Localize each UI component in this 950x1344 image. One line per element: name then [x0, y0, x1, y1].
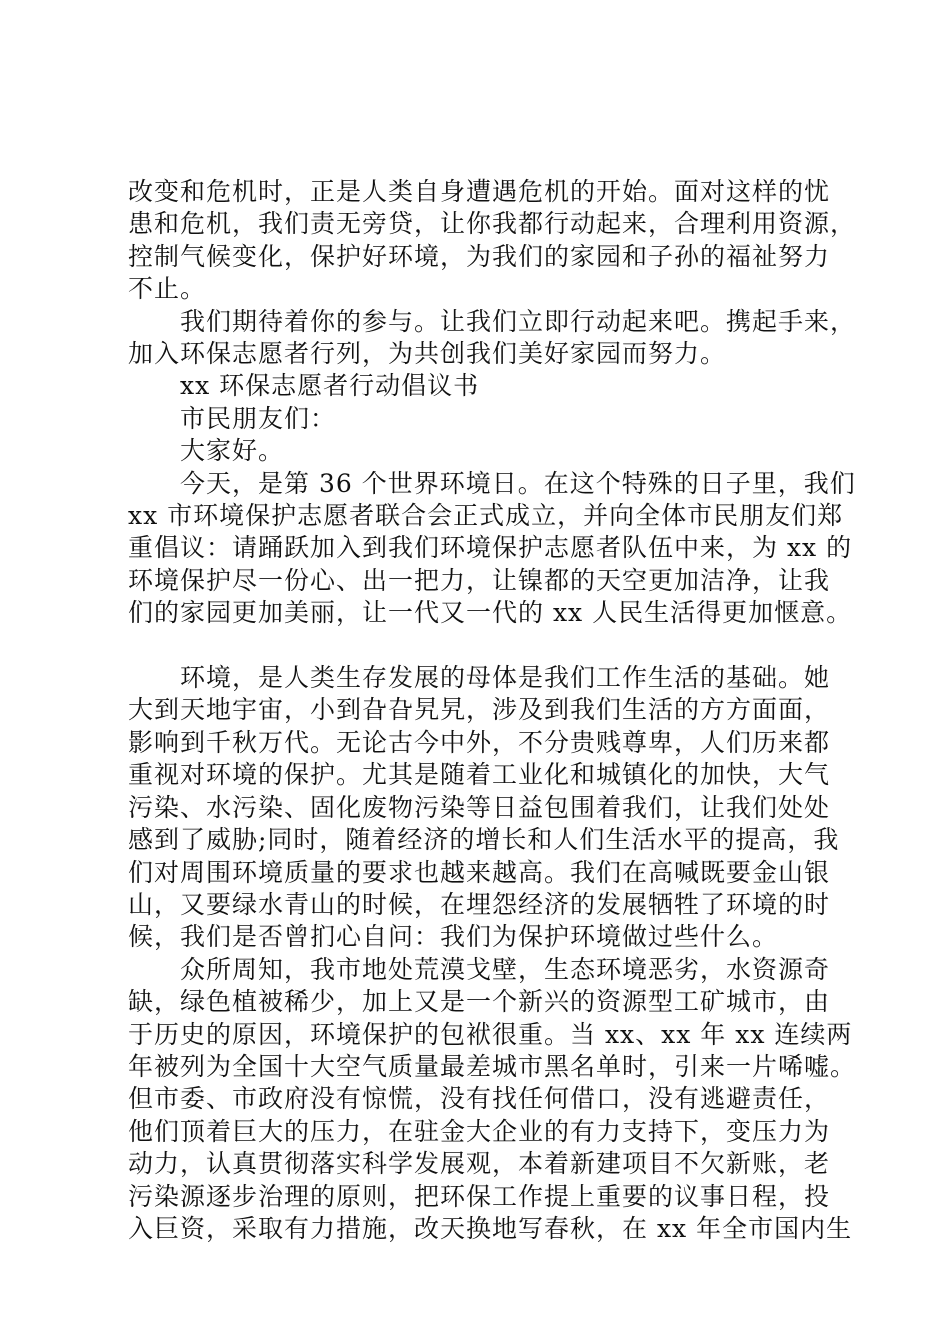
text-line: 感到了威胁;同时，随着经济的增长和人们生活水平的提高，我: [128, 825, 840, 855]
document-heading: xx 环保志愿者行动倡议书: [128, 371, 480, 401]
text-line: 影响到千秋万代。无论古今中外，不分贵贱尊卑，人们历来都: [128, 727, 831, 757]
text-line: 于历史的原因，环境保护的包袱很重。当 xx、xx 年 xx 连续两: [128, 1019, 853, 1049]
text-line: 重视对环境的保护。尤其是随着工业化和城镇化的加快，大气: [128, 760, 831, 790]
text-line: 患和危机，我们责无旁贷，让你我都行动起来，合理利用资源，: [128, 209, 857, 239]
text-line: 环境，是人类生存发展的母体是我们工作生活的基础。她: [128, 663, 831, 693]
text-line: 改变和危机时，正是人类自身遭遇危机的开始。面对这样的忧: [128, 177, 831, 206]
text-line: 大到天地宇宙，小到旮旮旯旯，涉及到我们生活的方方面面，: [128, 695, 831, 725]
text-line: 但市委、市政府没有惊慌，没有找任何借口，没有逃避责任，: [128, 1084, 831, 1114]
text-line: 山，又要绿水青山的时候，在埋怨经济的发展牺牲了环境的时: [128, 889, 831, 919]
text-line: 缺，绿色植被稀少，加上又是一个新兴的资源型工矿城市，由: [128, 987, 831, 1017]
text-line: 们对周围环境质量的要求也越来越高。我们在高喊既要金山银: [128, 857, 831, 887]
text-line: 年被列为全国十大空气质量最差城市黑名单时，引来一片唏嘘。: [128, 1051, 857, 1081]
text-line: 们的家园更加美丽，让一代又一代的 xx 人民生活得更加惬意。: [128, 598, 853, 628]
salutation: 市民朋友们：: [128, 403, 337, 433]
text-line: 重倡议：请踊跃加入到我们环境保护志愿者队伍中来，为 xx 的: [128, 533, 853, 563]
text-line: 他们顶着巨大的压力，在驻金大企业的有力支持下，变压力为: [128, 1116, 831, 1146]
paragraph-gap: [128, 630, 828, 662]
text-line: 加入环保志愿者行列，为共创我们美好家园而努力。: [128, 339, 727, 369]
text-line: 动力，认真贯彻落实科学发展观，本着新建项目不欠新账，老: [128, 1149, 831, 1179]
text-line: 今天，是第 36 个世界环境日。在这个特殊的日子里，我们: [128, 468, 856, 498]
text-line: 污染源逐步治理的原则，把环保工作提上重要的议事日程，投: [128, 1181, 831, 1211]
document-body: [128, 176, 857, 1245]
text-line: 入巨资，采取有力措施，改天换地写春秋，在 xx 年全市国内生: [128, 1213, 853, 1243]
text-line: 候，我们是否曾扪心自问：我们为保护环境做过些什么。: [128, 922, 779, 952]
greeting: 大家好。: [128, 436, 285, 466]
text-line: 环境保护尽一份心、出一把力，让镍都的天空更加洁净，让我: [128, 565, 831, 595]
text-line: 不止。: [128, 274, 207, 304]
text-line: 污染、水污染、固化废物污染等日益包围着我们，让我们处处: [128, 792, 831, 822]
text-line: 众所周知，我市地处荒漠戈壁，生态环境恶劣，水资源奇: [128, 954, 831, 984]
text-line: 我们期待着你的参与。让我们立即行动起来吧。携起手来，: [128, 306, 857, 336]
text-line: xx 市环境保护志愿者联合会正式成立，并向全体市民朋友们郑: [128, 501, 844, 531]
text-line: 控制气候变化，保护好环境，为我们的家园和子孙的福祉努力: [128, 241, 831, 271]
